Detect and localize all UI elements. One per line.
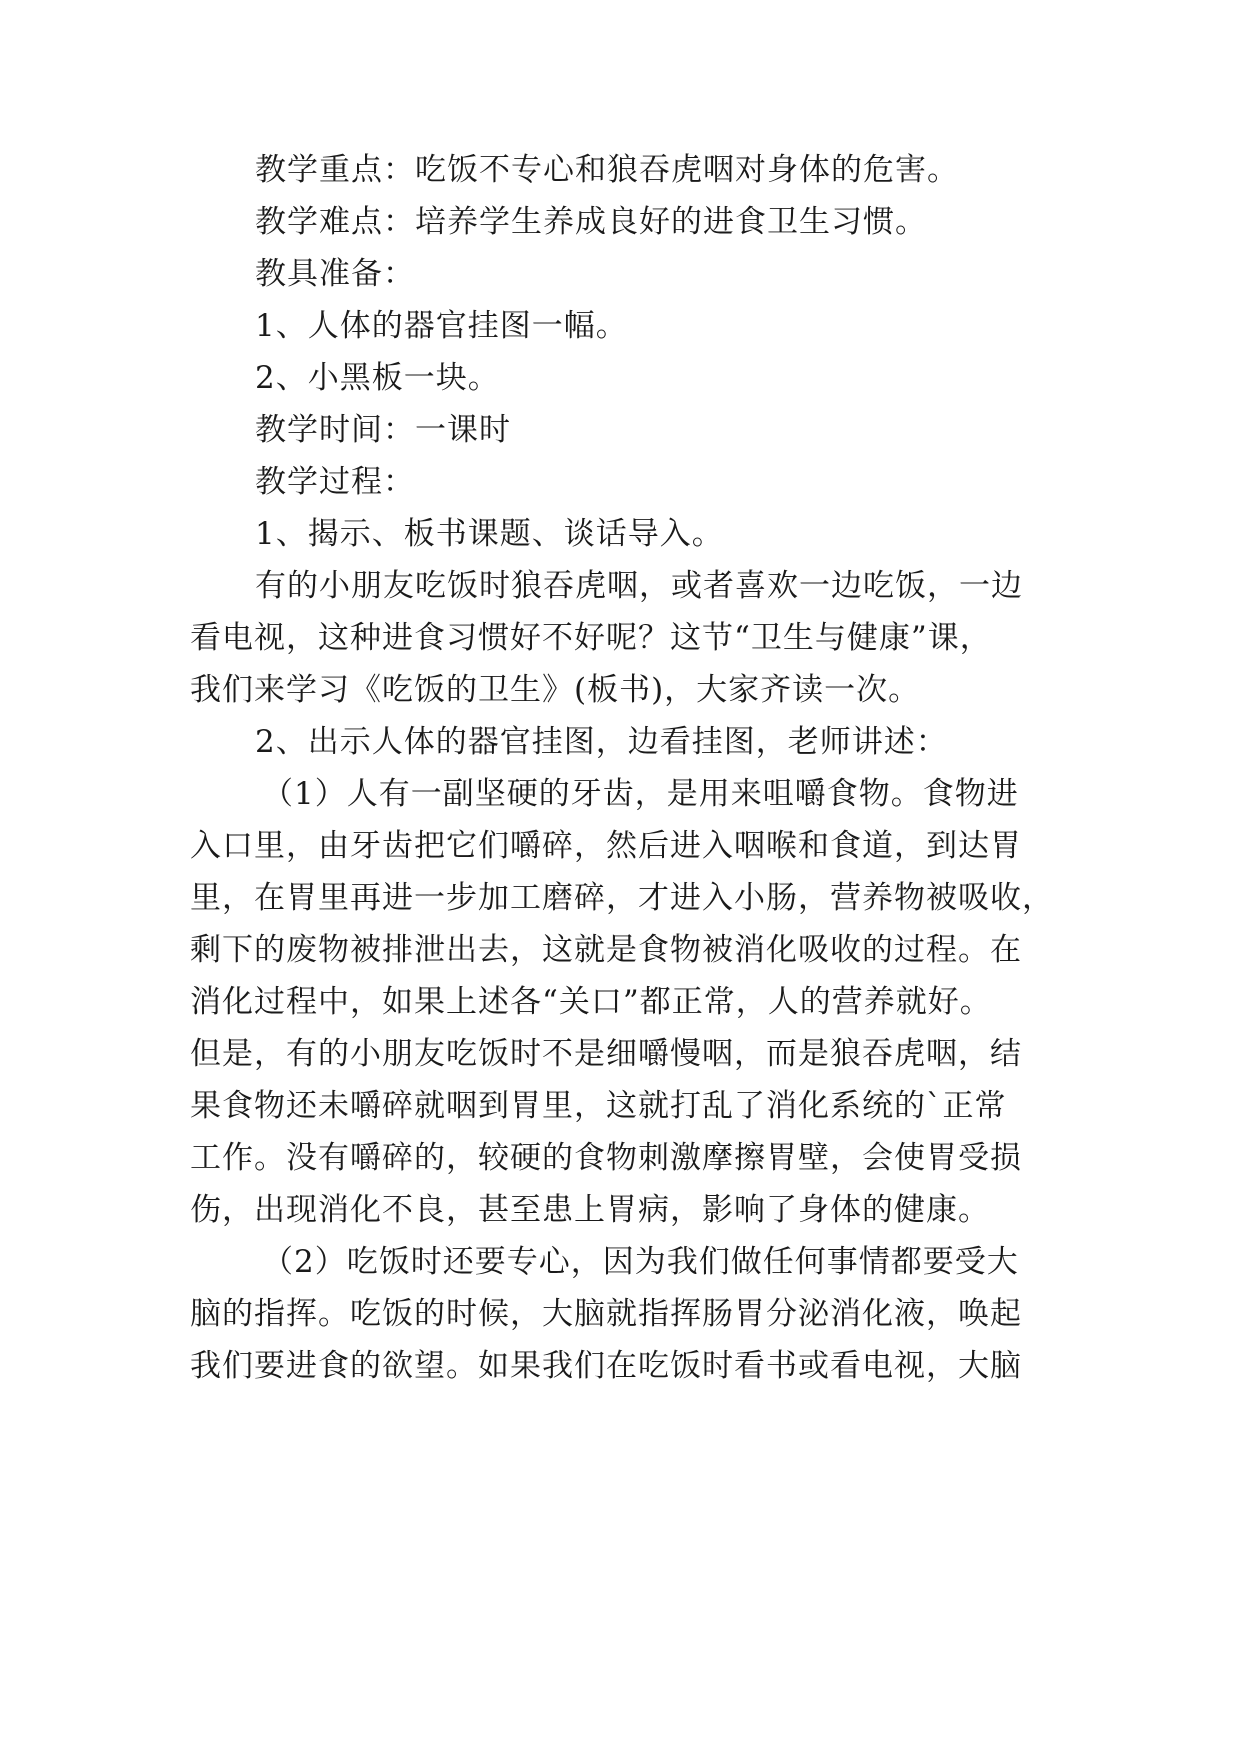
- text-line-teaching-difficulty: 教学难点：培养学生养成良好的进食卫生习惯。: [255, 204, 927, 240]
- text-line-process-heading: 教学过程：: [255, 464, 415, 500]
- text-line-paragraph: 消化过程中，如果上述各“关口”都正常，人的营养就好。: [190, 984, 992, 1020]
- text-line-paragraph: 我们要进食的欲望。如果我们在吃饭时看书或看电视，大脑: [190, 1348, 1022, 1384]
- text-line-paragraph: 入口里，由牙齿把它们嚼碎，然后进入咽喉和食道，到达胃: [190, 828, 1022, 864]
- text-line-paragraph: 有的小朋友吃饭时狼吞虎咽，或者喜欢一边吃饭，一边: [255, 568, 1023, 604]
- text-line-step-1: 1、揭示、板书课题、谈话导入。: [255, 516, 724, 552]
- text-line-step-2: 2、出示人体的器官挂图，边看挂图，老师讲述：: [255, 724, 948, 760]
- text-line-paragraph: 里，在胃里再进一步加工磨碎，才进入小肠，营养物被吸收，: [190, 880, 1054, 916]
- text-line-paragraph: 果食物还未嚼碎就咽到胃里，这就打乱了消化系统的`正常: [190, 1088, 1007, 1124]
- text-line-paragraph: 剩下的废物被排泄出去，这就是食物被消化吸收的过程。在: [190, 932, 1022, 968]
- text-line-teaching-focus: 教学重点：吃饭不专心和狼吞虎咽对身体的危害。: [255, 152, 959, 188]
- text-line-materials-heading: 教具准备：: [255, 256, 415, 292]
- text-line-material-2: 2、小黑板一块。: [255, 360, 500, 396]
- text-line-paragraph: （2）吃饭时还要专心，因为我们做任何事情都要受大: [262, 1244, 1019, 1280]
- text-line-paragraph: （1）人有一副坚硬的牙齿，是用来咀嚼食物。食物进: [262, 776, 1019, 812]
- text-line-paragraph: 脑的指挥。吃饭的时候，大脑就指挥肠胃分泌消化液，唤起: [190, 1296, 1022, 1332]
- text-line-material-1: 1、人体的器官挂图一幅。: [255, 308, 628, 344]
- text-line-paragraph: 但是，有的小朋友吃饭时不是细嚼慢咽，而是狼吞虎咽，结: [190, 1036, 1022, 1072]
- text-line-paragraph: 看电视，这种进食习惯好不好呢？这节“卫生与健康”课，: [190, 620, 992, 656]
- text-line-paragraph: 伤，出现消化不良，甚至患上胃病，影响了身体的健康。: [190, 1192, 990, 1228]
- text-line-teaching-time: 教学时间：一课时: [255, 412, 511, 448]
- text-line-paragraph: 我们来学习《吃饭的卫生》(板书)，大家齐读一次。: [190, 672, 921, 708]
- text-line-paragraph: 工作。没有嚼碎的，较硬的食物刺激摩擦胃壁，会使胃受损: [190, 1140, 1022, 1176]
